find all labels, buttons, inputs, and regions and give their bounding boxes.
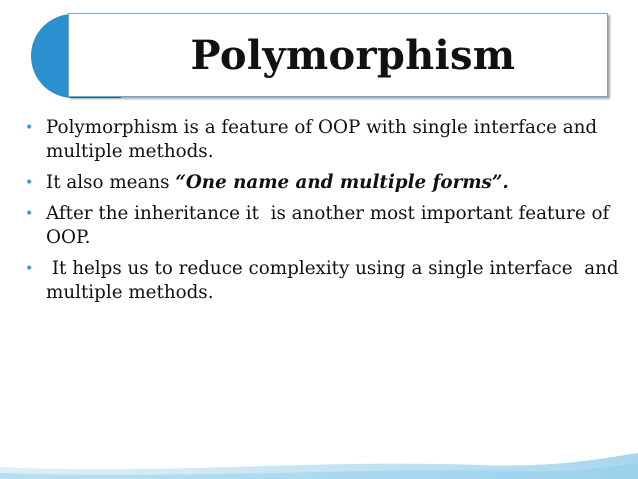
bullet-text: It helps us to reduce complexity using a single interface and multiple methods.: [46, 258, 625, 303]
bullet-item: [25, 171, 625, 195]
bullet-list: [25, 116, 625, 312]
bullet-text: After the inheritance it is another most important feature of OOP.: [46, 203, 616, 248]
bullet-item: [25, 116, 625, 164]
title-box: [68, 13, 608, 97]
bullet-emphasis-text: “One name and multiple forms”.: [175, 172, 509, 193]
bottom-wave-decoration: [0, 449, 638, 479]
slide-title: Polymorphism: [190, 31, 516, 79]
bullet-icon: •: [25, 206, 34, 222]
bullet-text: It also means: [46, 172, 176, 193]
bullet-icon: •: [25, 120, 34, 136]
bullet-icon: •: [25, 261, 34, 277]
bullet-text: Polymorphism is a feature of OOP with single interface and multiple methods.: [46, 117, 598, 162]
bullet-item: [25, 257, 625, 305]
bullet-icon: •: [25, 175, 34, 191]
bullet-item: [25, 202, 625, 250]
